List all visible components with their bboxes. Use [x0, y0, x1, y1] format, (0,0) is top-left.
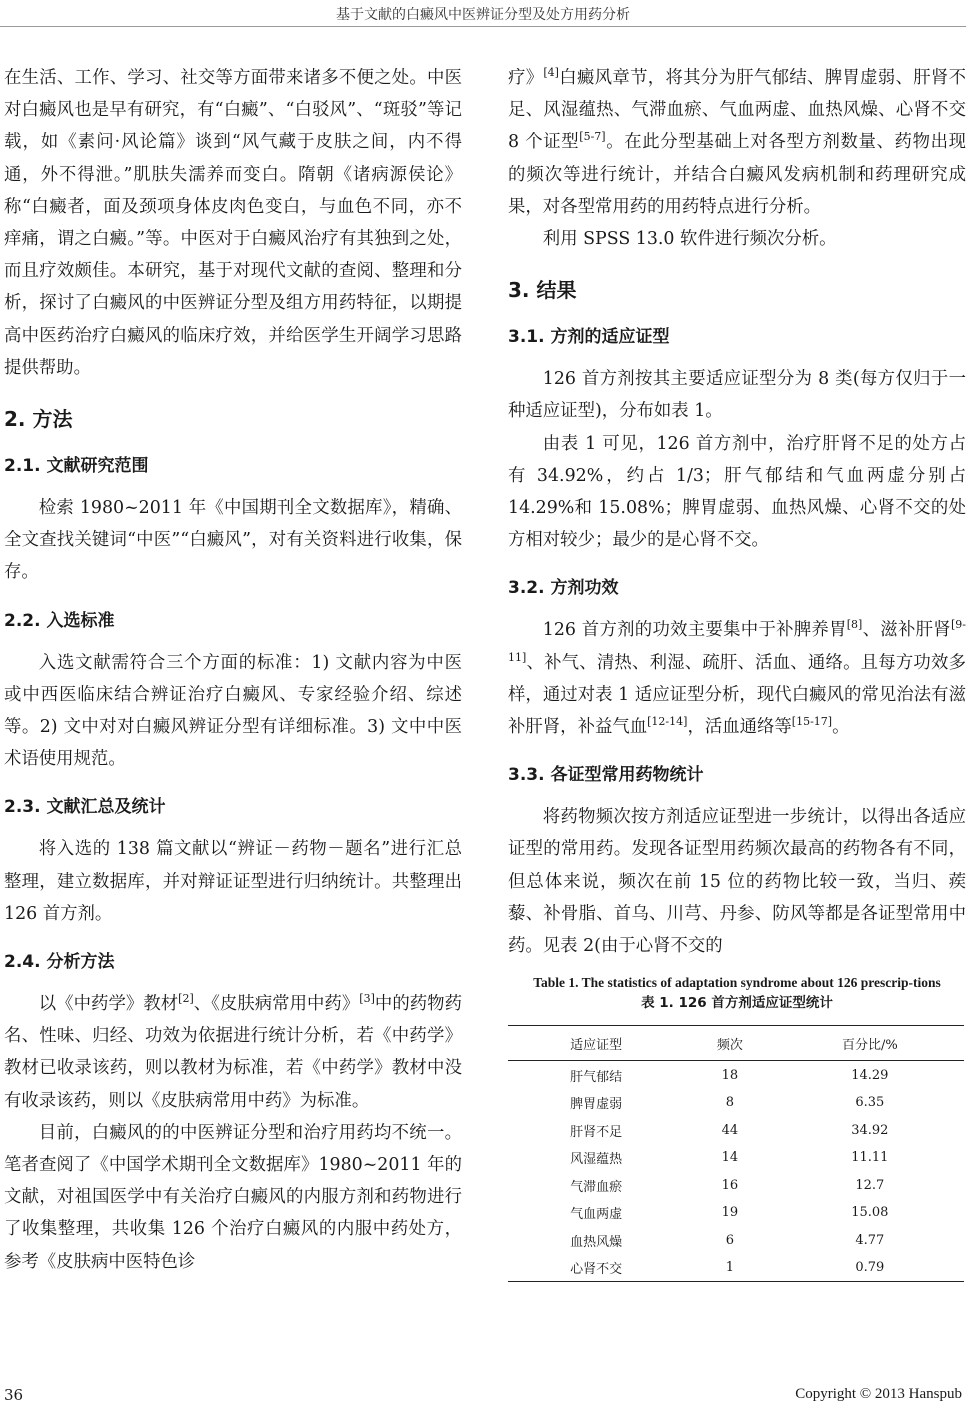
table-caption-english: Table 1. The statistics of adaptation syndrome about 126 prescrip-tions	[533, 975, 941, 991]
subsection-heading-3-2: 3.2. 方剂功效	[508, 578, 619, 599]
paragraph-2-3: 将入选的 138 篇文献以“辨证－药物－题名”进行汇总整理，建立数据库，并对辩证证型进行归纳统计。共整理出 126 首方剂。	[4, 839, 462, 924]
paragraph-2-2: 入选文献需符合三个方面的标准：1) 文献内容为中医或中西医临床结合辨证治疗白癜风、专家经验介绍、综述等。2) 文中对对白癜风辨证分型有详细标准。3) 文中中医术语使用规范。	[4, 652, 462, 770]
column-header: 适应证型	[508, 1026, 684, 1061]
citation: [12-14]	[647, 715, 688, 729]
table-cell: 44	[721, 1122, 739, 1138]
paragraph-3-1b: 由表 1 可见，126 首方剂中，治疗肝肾不足的处方占有 34.92%，约占 1/3；肝气郁结和气血两虚分别占 14.29%和 15.08%；脾胃虚弱、血热风燥、心肾不交的处方相对较少；最少的是心肾不交。	[508, 433, 966, 551]
table-cell: 6	[725, 1232, 735, 1248]
copyright-notice: Copyright © 2013 Hanspub	[795, 1386, 962, 1402]
subsection-heading-3-1: 3.1. 方剂的适应证型	[508, 327, 670, 348]
table-cell: 8	[725, 1095, 735, 1111]
table-cell: 0.79	[776, 1254, 964, 1282]
subsection-heading-2-4: 2.4. 分析方法	[4, 952, 115, 973]
right-column	[508, 62, 966, 1282]
subsection-heading-2-3: 2.3. 文献汇总及统计	[4, 797, 166, 818]
paragraph-continued: 疗》[4]白癜风章节，将其分为肝气郁结、脾胃虚弱、肝肾不足、风湿蕴热、气滞血瘀、气血两虚、血热风燥、心肾不交 8 个证型[5-7]。在此分型基础上对各型方剂数量、药物出现的频次等进行统计，并结合白癜风发病机制和药理研究成果，对各型常用药的用药特点进行分析。	[508, 66, 966, 217]
table-row	[508, 1171, 964, 1199]
table-row	[508, 1199, 964, 1227]
paragraph-current-status: 目前，白癜风的的中医辨证分型和治疗用药均不统一。笔者查阅了《中国学术期刊全文数据库》1980~2011 年的文献，对祖国医学中有关治疗白癜风的内服方剂和药物进行了收集整理，共收集 126 个治疗白癜风的内服中药处方，参考《皮肤病中医特色诊	[4, 1122, 462, 1272]
paragraph-3-1a: 126 首方剂按其主要适应证型分为 8 类(每方仅归于一种适应证型)，分布如表 1。	[508, 369, 966, 422]
citation: [2]	[178, 992, 194, 1006]
table-cell: 气滞血瘀	[570, 1179, 623, 1195]
table-cell: 34.92	[851, 1122, 889, 1138]
citation: [9-11]	[508, 618, 966, 664]
table-cell: 脾胃虚弱	[570, 1097, 623, 1113]
table-row	[508, 1226, 964, 1254]
left-column	[4, 62, 462, 1278]
paragraph-2-4: 以《中药学》教材[2]、《皮肤病常用中药》[3]中的药物药名、性味、归经、功效为依据进行统计分析，若《中药学》教材已收录该药，则以教材为标准，若《中药学》教材中没有收录该药，则以《皮肤病常用中药》为标准。	[4, 992, 462, 1111]
table-row	[508, 1254, 964, 1282]
table-cell: 肝气郁结	[570, 1069, 623, 1085]
table-header-row	[508, 1026, 964, 1061]
paragraph-3-2: 126 首方剂的功效主要集中于补脾养胃[8]、滋补肝肾[9-11]、补气、清热、利湿、疏肝、活血、通络。且每方功效多样，通过对表 1 适应证型分析，现代白癜风的常见治法有滋补肝肾，补益气血[12-14]，活血通络等[15-17]。	[508, 618, 966, 738]
running-header: 基于文献的白癜风中医辨证分型及处方用药分析	[336, 7, 630, 23]
section-heading-methods: 2. 方法	[4, 407, 73, 432]
table-row	[508, 1061, 964, 1089]
table-cell: 14	[721, 1150, 739, 1166]
intro-paragraph: 在生活、工作、学习、社交等方面带来诸多不便之处。中医对白癜风也是早有研究，有“白癜”、“白驳风”、“斑驳”等记载，如《素问·风论篇》谈到“风气藏于皮肤之间，内不得通，外不得泄。”肌肤失濡养而变白。隋朝《诸病源侯论》称“白癜者，面及颈项身体皮肉色变白，与血色不同，亦不痒痛，谓之白癜。”等。中医对于白癜风治疗有其独到之处，而且疗效颇佳。本研究，基于对现代文献的查阅、整理和分析，探讨了白癜风的中医辨证分型及组方用药特征，以期提高中医药治疗白癜风的临床疗效，并给医学生开阔学习思路提供帮助。	[4, 68, 462, 378]
header-divider	[0, 26, 966, 27]
table-cell: 14.29	[851, 1067, 889, 1083]
section-heading-results: 3. 结果	[508, 278, 577, 303]
citation: [5-7]	[579, 130, 606, 144]
table-cell: 15.08	[851, 1205, 889, 1221]
citation: [3]	[359, 992, 375, 1006]
table-row	[508, 1116, 964, 1144]
table-cell: 风湿蕴热	[570, 1152, 623, 1168]
table-row	[508, 1144, 964, 1172]
column-header: 百分比/%	[776, 1026, 964, 1061]
table-caption-chinese: 表 1. 126 首方剂适应证型统计	[641, 995, 833, 1012]
paragraph-2-1: 检索 1980~2011 年《中国期刊全文数据库》，精确、全文查找关键词“中医”“白癜风”，对有关资料进行收集，保存。	[4, 498, 462, 583]
subsection-heading-2-1: 2.1. 文献研究范围	[4, 456, 149, 477]
table-row	[508, 1089, 964, 1117]
citation: [15-17]	[791, 715, 833, 729]
table-cell: 18	[721, 1067, 739, 1083]
table-cell: 血热风燥	[570, 1234, 623, 1250]
table-cell: 心肾不交	[508, 1254, 684, 1282]
table-cell: 4.77	[855, 1232, 885, 1248]
table-cell: 1	[684, 1254, 775, 1282]
table-cell: 气血两虚	[570, 1207, 623, 1223]
citation: [4]	[543, 66, 559, 80]
table-cell: 12.7	[855, 1177, 885, 1193]
subsection-heading-3-3: 3.3. 各证型常用药物统计	[508, 765, 704, 786]
table-cell: 11.11	[851, 1150, 889, 1166]
table-cell: 6.35	[855, 1095, 885, 1111]
syndrome-statistics-table	[508, 1025, 964, 1282]
table-cell: 19	[721, 1205, 739, 1221]
page-number: 36	[4, 1386, 24, 1404]
table-cell: 16	[721, 1177, 739, 1193]
column-header: 频次	[684, 1026, 775, 1061]
subsection-heading-2-2: 2.2. 入选标准	[4, 610, 115, 631]
table-cell: 肝肾不足	[570, 1124, 623, 1140]
citation: [8]	[846, 618, 863, 632]
paragraph-spss: 利用 SPSS 13.0 软件进行频次分析。	[542, 229, 837, 250]
paragraph-3-3: 将药物频次按方剂适应证型进一步统计，以得出各适应证型的常用药。发现各证型用药频次最高的药物各有不同，但总体来说，频次在前 15 位的药物比较一致，当归、蒺藜、补骨脂、首乌、川芎、丹参、防风等都是各证型常用中药。见表 2(由于心肾不交的	[508, 807, 966, 957]
